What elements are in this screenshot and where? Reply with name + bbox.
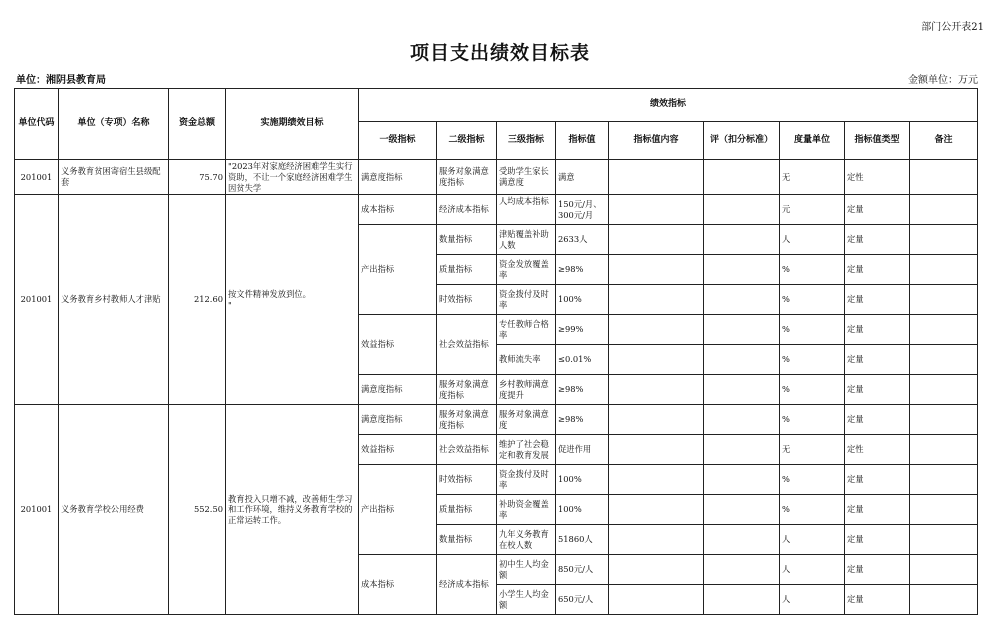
measure-unit: 无 <box>780 435 845 465</box>
note <box>910 315 978 345</box>
indicator-content <box>609 195 704 225</box>
value-type: 定量 <box>845 285 910 315</box>
level2-indicator: 经济成本指标 <box>437 195 497 225</box>
level3-indicator: 小学生人均金额 <box>497 585 556 615</box>
header-value-type: 指标值类型 <box>845 122 910 160</box>
indicator-value: 100% <box>556 285 609 315</box>
level1-indicator: 成本指标 <box>359 555 437 615</box>
score-standard <box>704 255 780 285</box>
indicator-value: ≥99% <box>556 315 609 345</box>
indicator-content <box>609 525 704 555</box>
measure-unit: % <box>780 345 845 375</box>
indicator-content <box>609 255 704 285</box>
value-type: 定量 <box>845 225 910 255</box>
header-level1: 一级指标 <box>359 122 437 160</box>
measure-unit: 人 <box>780 525 845 555</box>
measure-unit: 无 <box>780 160 845 195</box>
level2-indicator: 社会效益指标 <box>437 315 497 375</box>
measure-unit: 人 <box>780 555 845 585</box>
score-standard <box>704 555 780 585</box>
note <box>910 160 978 195</box>
project-goal: 按文件精神发放到位。 " <box>226 195 359 405</box>
indicator-content <box>609 555 704 585</box>
value-type: 定量 <box>845 405 910 435</box>
score-standard <box>704 405 780 435</box>
score-standard <box>704 495 780 525</box>
table-row <box>15 405 978 435</box>
value-type: 定量 <box>845 255 910 285</box>
value-type: 定量 <box>845 465 910 495</box>
indicator-content <box>609 405 704 435</box>
measure-unit: 元 <box>780 195 845 225</box>
indicator-content <box>609 465 704 495</box>
level2-indicator: 经济成本指标 <box>437 555 497 615</box>
currency-unit-label: 金额单位：万元 <box>908 75 978 86</box>
indicator-content <box>609 435 704 465</box>
project-goal: "2023年对家庭经济困难学生实行资助，不让一个家庭经济困难学生因贫失学 <box>226 160 359 195</box>
level1-indicator: 产出指标 <box>359 465 437 555</box>
indicator-value: 650元/人 <box>556 585 609 615</box>
level2-indicator: 服务对象满意度指标 <box>437 160 497 195</box>
level3-indicator: 乡村教师满意度提升 <box>497 375 556 405</box>
note <box>910 465 978 495</box>
unit-code: 201001 <box>15 195 59 405</box>
indicator-value: 促进作用 <box>556 435 609 465</box>
indicator-content <box>609 345 704 375</box>
indicator-value: ≥98% <box>556 375 609 405</box>
value-type: 定量 <box>845 315 910 345</box>
level3-indicator: 维护了社会稳定和教育发展 <box>497 435 556 465</box>
level3-indicator: 资金拨付及时率 <box>497 465 556 495</box>
header-value: 指标值 <box>556 122 609 160</box>
note <box>910 525 978 555</box>
level1-indicator: 满意度指标 <box>359 160 437 195</box>
level3-indicator: 受助学生家长满意度 <box>497 160 556 195</box>
note <box>910 285 978 315</box>
note <box>910 405 978 435</box>
score-standard <box>704 285 780 315</box>
department-label: 单位：湘阴县教育局 <box>16 75 106 86</box>
indicator-content <box>609 285 704 315</box>
project-name: 义务教育学校公用经费 <box>59 405 169 615</box>
measure-unit: % <box>780 285 845 315</box>
level1-indicator: 产出指标 <box>359 225 437 315</box>
level3-indicator: 九年义务教育在校人数 <box>497 525 556 555</box>
score-standard <box>704 160 780 195</box>
indicator-value: 100% <box>556 495 609 525</box>
level3-indicator: 服务对象满意度 <box>497 405 556 435</box>
value-type: 定性 <box>845 435 910 465</box>
level2-indicator: 数量指标 <box>437 525 497 555</box>
indicator-value: 2633人 <box>556 225 609 255</box>
value-type: 定量 <box>845 375 910 405</box>
score-standard <box>704 465 780 495</box>
level2-indicator: 时效指标 <box>437 465 497 495</box>
indicator-value: ≥98% <box>556 405 609 435</box>
indicator-content <box>609 160 704 195</box>
note <box>910 495 978 525</box>
score-standard <box>704 315 780 345</box>
level2-indicator: 时效指标 <box>437 285 497 315</box>
header-indicators: 绩效指标 <box>359 89 978 122</box>
score-standard <box>704 375 780 405</box>
indicator-content <box>609 495 704 525</box>
indicator-value: 51860人 <box>556 525 609 555</box>
level3-indicator: 补助资金覆盖率 <box>497 495 556 525</box>
level3-indicator: 资金发放覆盖率 <box>497 255 556 285</box>
indicator-content <box>609 225 704 255</box>
level3-indicator: 津贴覆盖补助人数 <box>497 225 556 255</box>
level2-indicator: 服务对象满意度指标 <box>437 405 497 435</box>
level3-indicator: 初中生人均金额 <box>497 555 556 585</box>
level2-indicator: 数量指标 <box>437 225 497 255</box>
note <box>910 345 978 375</box>
header-value-content: 指标值内容 <box>609 122 704 160</box>
indicator-value: ≤0.01% <box>556 345 609 375</box>
indicator-value: ≥98% <box>556 255 609 285</box>
level3-indicator: 教师流失率 <box>497 345 556 375</box>
indicator-content <box>609 375 704 405</box>
indicator-value: 100% <box>556 465 609 495</box>
level3-indicator: 专任教师合格率 <box>497 315 556 345</box>
value-type: 定量 <box>845 345 910 375</box>
level2-indicator: 质量指标 <box>437 495 497 525</box>
level2-indicator: 质量指标 <box>437 255 497 285</box>
indicator-value: 满意 <box>556 160 609 195</box>
measure-unit: 人 <box>780 585 845 615</box>
indicator-value: 150元/月、300元/月 <box>556 195 609 225</box>
measure-unit: % <box>780 255 845 285</box>
measure-unit: % <box>780 495 845 525</box>
value-type: 定量 <box>845 555 910 585</box>
measure-unit: % <box>780 405 845 435</box>
header-measure-unit: 度量单位 <box>780 122 845 160</box>
level2-indicator: 社会效益指标 <box>437 435 497 465</box>
project-goal: 教育投入只增不减，改善师生学习和工作环境，维持义务教育学校的正常运转工作。 <box>226 405 359 615</box>
indicator-content <box>609 315 704 345</box>
score-standard <box>704 585 780 615</box>
note <box>910 435 978 465</box>
unit-code: 201001 <box>15 160 59 195</box>
level1-indicator: 效益指标 <box>359 315 437 375</box>
note <box>910 255 978 285</box>
table-row <box>15 160 978 195</box>
score-standard <box>704 345 780 375</box>
header-amount: 资金总额 <box>169 89 226 160</box>
score-standard <box>704 195 780 225</box>
project-name: 义务教育乡村教师人才津贴 <box>59 195 169 405</box>
header-unit-code: 单位代码 <box>15 89 59 160</box>
measure-unit: % <box>780 375 845 405</box>
note <box>910 555 978 585</box>
header-note: 备注 <box>910 122 978 160</box>
value-type: 定量 <box>845 195 910 225</box>
measure-unit: % <box>780 465 845 495</box>
note <box>910 375 978 405</box>
measure-unit: 人 <box>780 225 845 255</box>
value-type: 定量 <box>845 525 910 555</box>
indicator-value: 850元/人 <box>556 555 609 585</box>
note <box>910 585 978 615</box>
score-standard <box>704 435 780 465</box>
project-amount: 552.50 <box>169 405 226 615</box>
project-amount: 212.60 <box>169 195 226 405</box>
level1-indicator: 满意度指标 <box>359 375 437 405</box>
level3-indicator: 资金拨付及时率 <box>497 285 556 315</box>
page-title: 项目支出绩效目标表 <box>409 42 590 64</box>
unit-code: 201001 <box>15 405 59 615</box>
level1-indicator: 效益指标 <box>359 435 437 465</box>
measure-unit: % <box>780 315 845 345</box>
note <box>910 225 978 255</box>
header-goal: 实施期绩效目标 <box>226 89 359 160</box>
level1-indicator: 成本指标 <box>359 195 437 225</box>
value-type: 定量 <box>845 495 910 525</box>
score-standard <box>704 225 780 255</box>
level2-indicator: 服务对象满意度指标 <box>437 375 497 405</box>
header-score-standard: 评（扣分标准） <box>704 122 780 160</box>
indicator-content <box>609 585 704 615</box>
score-standard <box>704 525 780 555</box>
level1-indicator: 满意度指标 <box>359 405 437 435</box>
header-unit-name: 单位（专项）名称 <box>59 89 169 160</box>
header-level3: 三级指标 <box>497 122 556 160</box>
report-table-number: 部门公开表21 <box>921 22 984 33</box>
performance-target-table <box>14 88 978 615</box>
project-amount: 75.70 <box>169 160 226 195</box>
level3-indicator: 人均成本指标 <box>497 195 556 225</box>
value-type: 定量 <box>845 585 910 615</box>
table-row <box>15 195 978 225</box>
project-name: 义务教育贫困寄宿生县级配套 <box>59 160 169 195</box>
value-type: 定性 <box>845 160 910 195</box>
note <box>910 195 978 225</box>
header-level2: 二级指标 <box>437 122 497 160</box>
